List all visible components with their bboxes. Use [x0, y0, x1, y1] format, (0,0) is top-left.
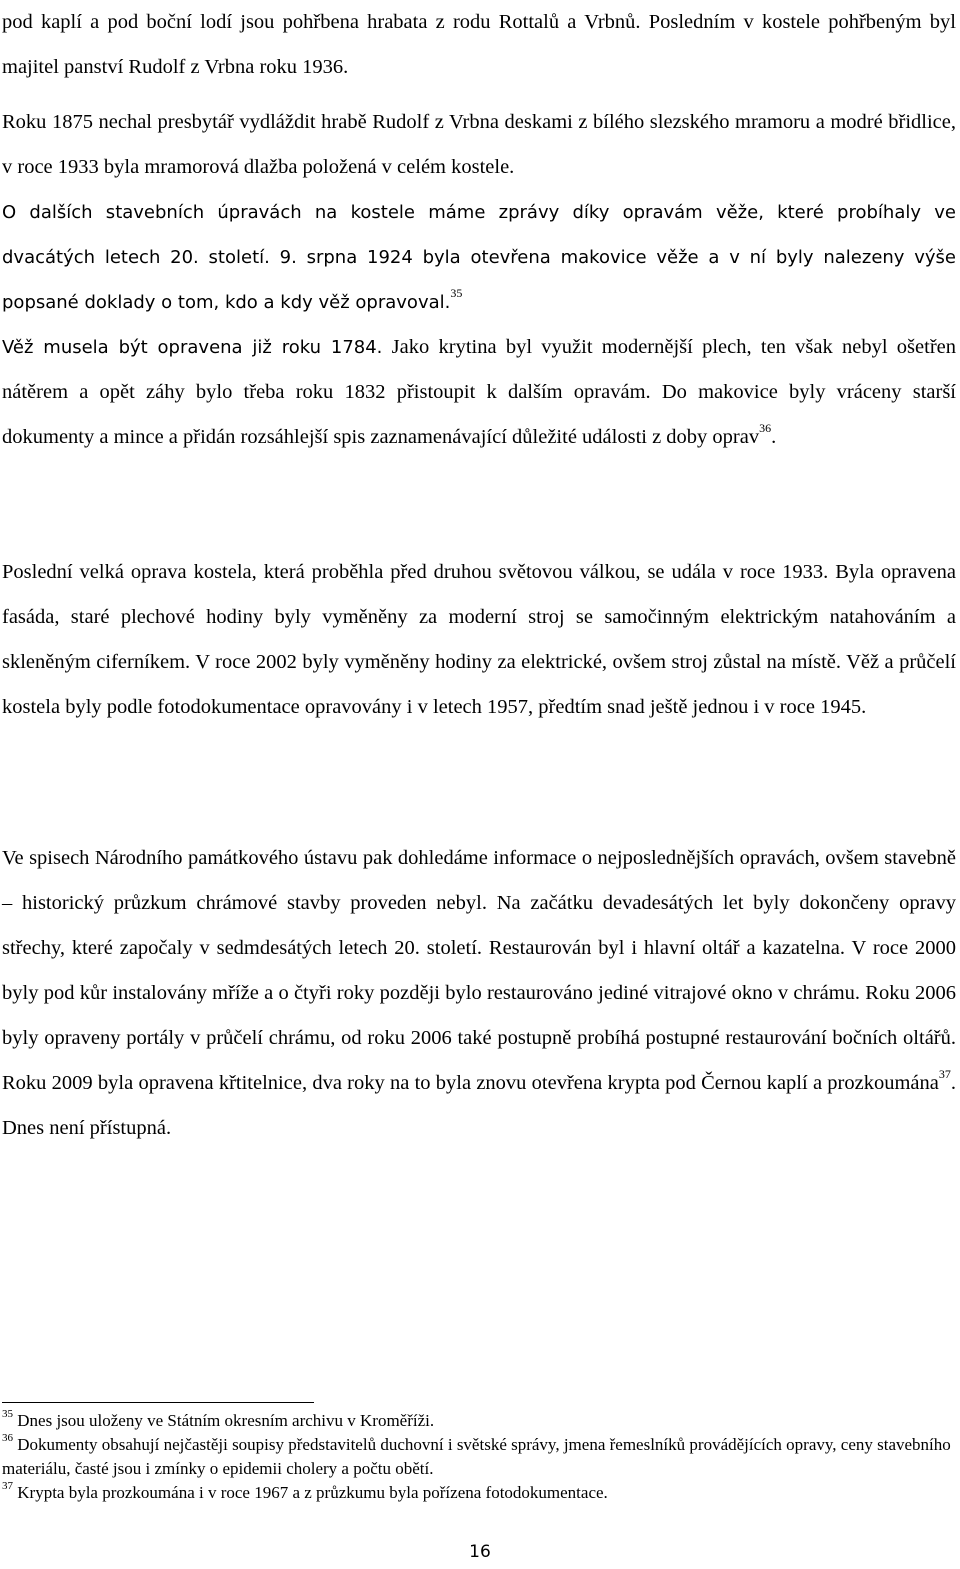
footnote-ref-36[interactable]: 36	[759, 421, 772, 436]
footnote-37	[2, 1481, 956, 1505]
footnote-text: Krypta byla prozkoumána i v roce 1967 a z průzkumu byla pořízena fotodokumentace.	[13, 1483, 608, 1502]
paragraph-text: Jako krytina byl využit modernější plech, ten však nebyl ošetřen nátěrem a opět záhy bylo třeba roku 1832 přistoupit k dalším opravám. Do makovice byly vráceny starší dokumenty a mince a přidán rozsáhlejší spis zaznamenávající důležité události z doby oprav	[2, 336, 957, 448]
footnote-text: Dnes jsou uloženy ve Státním okresním archivu v Kroměříži.	[13, 1411, 435, 1430]
footnote-ref-35[interactable]: 35	[450, 286, 463, 301]
paragraph-end: . Dnes není přístupná.	[2, 1072, 956, 1139]
footnote-text: Dokumenty obsahují nejčastěji soupisy představitelů duchovní i světské správy, jmena řemeslníků provádějících opravy, ceny stavebního materiálu, časté jsou i zmínky o epidemii cholery a počtu obětí.	[2, 1435, 951, 1478]
paragraph-text: pod kaplí a pod boční lodí jsou pohřbena hrabata z rodu Rottalů a Vrbnů. Posledním v kostele pohřbeným byl majitel panství Rudolf z Vrbna roku 1936.	[2, 11, 956, 78]
paragraph-recent-repairs	[2, 836, 956, 1151]
footnote-ref-37[interactable]: 37	[938, 1067, 951, 1082]
paragraph-text: Roku 1875 nechal presbytář vydláždit hrabě Rudolf z Vrbna deskami z bílého slezského mramoru a modré břidlice, v roce 1933 byla mramorová dlažba položená v celém kostele.	[2, 111, 956, 178]
footnote-number: 35	[2, 1408, 13, 1421]
paragraph-text: Ve spisech Národního památkového ústavu pak dohledáme informace o nejposlednějších opravách, ovšem stavebně – historický průzkum chrámové stavby proveden nebyl. Na začátku devadesátých let byly dokončeny opravy střechy, které započaly v sedmdesátých letech 20. století. Restaurován byl i hlavní oltář a kazatelna. V roce 2000 byly pod kůr instalovány mříže a o čtyři roky později bylo restaurováno jediné vitrajové okno v chrámu. Roku 2006 byly opraveny portály v průčelí chrámu, od roku 2006 také postupně probíhá postupné restaurování bočních oltářů. Roku 2009 byla opravena křtitelnice, dva roky na to byla znovu otevřena krypta pod Černou kaplí a prozkoumána	[2, 847, 956, 1094]
footnote-35	[2, 1409, 956, 1433]
paragraph-text-lead: Věž musela být opravena již roku 1784.	[2, 337, 383, 358]
footnote-number: 37	[2, 1480, 13, 1493]
paragraph-tower-1784	[2, 325, 956, 460]
footnotes	[2, 1409, 956, 1505]
paragraph-text: Poslední velká oprava kostela, která proběhla před druhou světovou válkou, se udála v roce 1933. Byla opravena fasáda, staré plechové hodiny byly vyměněny za moderní stroj se samočinným elektrickým natahováním a skleněným ciferníkem. V roce 2002 byly vyměněny hodiny za elektrické, ovšem stroj zůstal na místě. Věž a průčelí kostela byly podle fotodokumentace opravovány i v letech 1957, předtím snad ještě jednou i v roce 1945.	[2, 561, 956, 718]
paragraph-last-major-repair	[2, 550, 956, 730]
paragraph-text: O dalších stavebních úpravách na kostele máme zprávy díky opravám věže, které probíhaly ve dvacátých letech 20. století. 9. srpna 1924 byla otevřena makovice věže a v ní byly nalezeny výše popsané doklady o tom, kdo a kdy věž opravoval.	[2, 202, 956, 313]
paragraph-end: .	[771, 426, 777, 448]
paragraph-tower-repairs	[2, 190, 956, 325]
footnote-number: 36	[2, 1432, 13, 1445]
footnote-36	[2, 1433, 956, 1481]
paragraph-burials	[2, 0, 956, 90]
paragraph-floor-paving	[2, 100, 956, 190]
page-number: 16	[469, 1542, 491, 1562]
footnote-separator	[2, 1402, 314, 1403]
